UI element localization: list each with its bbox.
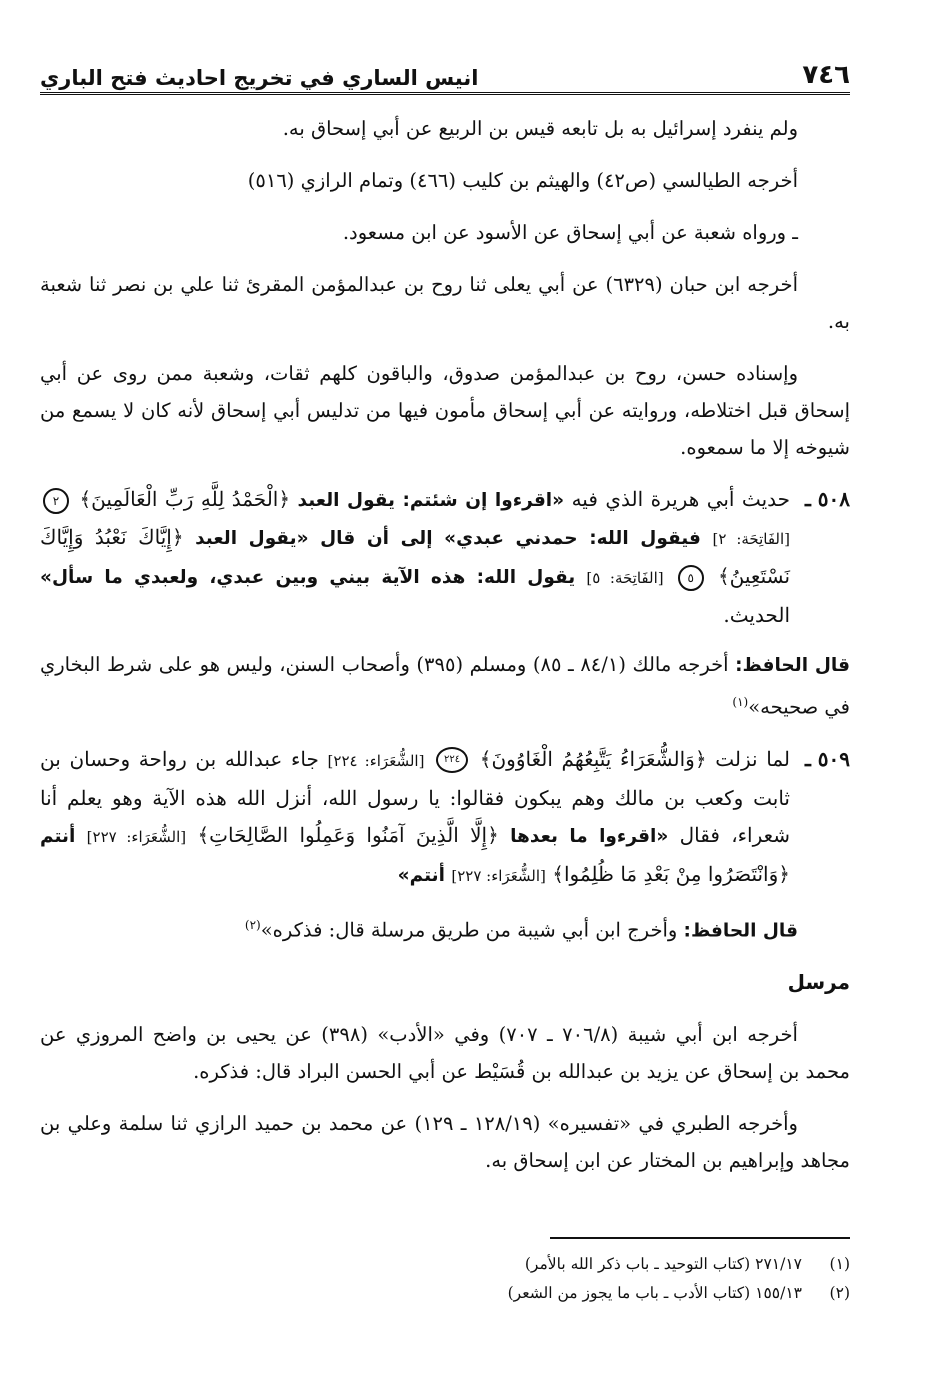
footnotes (40, 1250, 850, 1308)
hadith-quote: «اقرءوا إن شئتم: يقول العبد (297, 490, 565, 511)
hadith-quote: فيقول الله: حمدني عبدي» إلى أن قال «يقول العبد (195, 528, 701, 549)
hadith-text: حديث أبي هريرة الذي فيه «اقرءوا إن شئتم: يقول العبد ﴿الْحَمْدُ لِلَّهِ رَبِّ الْعَالَمِينَ﴾ ٢ [الفَاتِحَة: ٢] فيقول الله: حمدني عبدي» إلى أن قال «يقول العبد ﴿إِيَّاكَ نَعْبُدُ وَإِيَّاكَ نَسْتَعِينُ﴾ ٥ [الفَاتِحَة: ٥] يقول الله: هذه الآية بيني وبين عبدي، ولعبدي ما سأل» الحديث. (40, 487, 791, 627)
quran-verse: ﴿إِيَّاكَ نَعْبُدُ وَإِيَّاكَ نَسْتَعِينُ﴾ (40, 525, 791, 588)
hafiz-label: قال الحافظ: (735, 655, 850, 676)
quran-verse: ﴿وَانْتَصَرُوا مِنْ بَعْدِ مَا ظُلِمُوا﴾ (552, 861, 790, 886)
quran-verse: ﴿وَالشُّعَرَاءُ يَتَّبِعُهُمُ الْغَاوُونَ﴾ (479, 746, 707, 771)
footnote (40, 1250, 850, 1279)
page-number: ٧٤٦ (802, 60, 850, 90)
ayah-marker: ٢ (43, 488, 69, 514)
hadith-text: لما نزلت ﴿وَالشُّعَرَاءُ يَتَّبِعُهُمُ الْغَاوُونَ﴾ ٢٢٤ [الشُّعَرَاء: ٢٢٤] جاء عبدالله بن رواحة وحسان بن ثابت وكعب بن مالك وهم يبكون فقالوا: يا رسول الله، أنزل الله هذه الآية وهو يعلم أنا شعراء، فقال «اقرءوا ما بعدها ﴿إِلَّا الَّذِينَ آمَنُوا وَعَمِلُوا الصَّالِحَاتِ﴾ [الشُّعَرَاء: ٢٢٧] أنتم ﴿وَانْتَصَرُوا مِنْ بَعْدِ مَا ظُلِمُوا﴾ [الشُّعَرَاء: ٢٢٧] أنتم» (40, 746, 791, 886)
page-header (40, 50, 850, 90)
verse-reference: [الشُّعَرَاء: ٢٢٤] (327, 751, 425, 770)
paragraph: ولم ينفرد إسرائيل به بل تابعه قيس بن الربيع عن أبي إسحاق به. (282, 117, 798, 140)
footnote-mark: (١) (732, 695, 749, 709)
hadith-quote: أنتم» (397, 864, 445, 886)
footnote-number: (١) (829, 1255, 850, 1273)
hadith-509 (40, 741, 850, 895)
hadith-quote: أنتم (40, 825, 76, 847)
section-heading: مرسل (787, 970, 850, 994)
hadith-quote: يقول الله: هذه الآية بيني وبين عبدي، ولعبدي ما سأل» (40, 567, 576, 588)
paragraph: أخرجه الطيالسي (ص٤٢) والهيثم بن كليب (٤٦٦) وتمام الرازي (٥١٦) (247, 169, 798, 192)
footnote-mark: (٢) (244, 917, 261, 932)
hadith-number: ٥٠٩ ـ (804, 746, 850, 771)
paragraph: وأخرجه الطبري في «تفسيره» (١٢٨/١٩ ـ ١٢٩) عن محمد بن حميد الرازي ثنا سلمة وعلي بن مجاهد وإبراهيم بن المختار عن ابن إسحاق به. (40, 1112, 850, 1172)
verse-reference: [الشُّعَرَاء: ٢٢٧] (86, 827, 187, 846)
footnote-rule (550, 1237, 850, 1239)
hafiz-label: قال الحافظ: (683, 920, 798, 941)
running-title: انيس الساري في تخريج احاديث فتح الباري (40, 66, 479, 90)
footnote-text: ٢٧١/١٧ (كتاب التوحيد ـ باب ذكر الله بالأمر) (524, 1255, 802, 1273)
hafiz-statement: قال الحافظ: وأخرج ابن أبي شيبة من طريق مرسلة قال: فذكره»$^{(٢)}$ (244, 917, 798, 941)
hadith-number: ٥٠٨ ـ (804, 487, 850, 511)
footnote (40, 1279, 850, 1308)
hadith-508 (40, 481, 850, 634)
paragraph: أخرجه ابن أبي شيبة (٧٠٦/٨ ـ ٧٠٧) وفي «الأدب» (٣٩٨) عن يحيى بن واضح المروزي عن محمد بن إسحاق عن يزيد بن عبدالله بن قُسَيْط عن أبي الحسن البراد قال: فذكره. (40, 1023, 850, 1083)
page-body (40, 110, 850, 1194)
ayah-marker: ٥ (678, 565, 704, 591)
ayah-marker: ٢٢٤ (436, 747, 468, 773)
paragraph: ـ ورواه شعبة عن أبي إسحاق عن الأسود عن ابن مسعود. (342, 221, 798, 244)
footnote-text: ١٥٥/١٣ (كتاب الأدب ـ باب ما يجوز من الشعر) (507, 1284, 802, 1302)
footnote-number: (٢) (829, 1284, 850, 1302)
verse-reference: [الشُّعَرَاء: ٢٢٧] (451, 866, 546, 885)
verse-reference: [الفَاتِحَة: ٢] (712, 530, 791, 548)
quran-verse: ﴿إِلَّا الَّذِينَ آمَنُوا وَعَمِلُوا الصَّالِحَاتِ﴾ (197, 822, 499, 847)
paragraph: أخرجه ابن حبان (٦٣٢٩) عن أبي يعلى ثنا روح بن عبدالمؤمن المقرئ ثنا علي بن نصر ثنا شعبة به. (40, 273, 850, 333)
hafiz-statement: قال الحافظ: أخرجه مالك (٨٤/١ ـ ٨٥) ومسلم (٣٩٥) وأصحاب السنن، وليس هو على شرط البخاري في صحيحه»$^{(١)}$ (40, 653, 850, 719)
verse-reference: [الفَاتِحَة: ٥] (586, 569, 664, 587)
hadith-quote: «اقرءوا ما بعدها (510, 825, 669, 847)
header-rule (40, 92, 850, 98)
paragraph: وإسناده حسن، روح بن عبدالمؤمن صدوق، والباقون كلهم ثقات، وشعبة ممن روى عن أبي إسحاق قبل اختلاطه، وروايته عن أبي إسحاق مأمون فيها من تدليس أبي إسحاق لأنه كان لا يسمع من شيوخه إلا ما سمعوه. (40, 362, 850, 459)
quran-verse: ﴿الْحَمْدُ لِلَّهِ رَبِّ الْعَالَمِينَ﴾ (79, 487, 291, 511)
